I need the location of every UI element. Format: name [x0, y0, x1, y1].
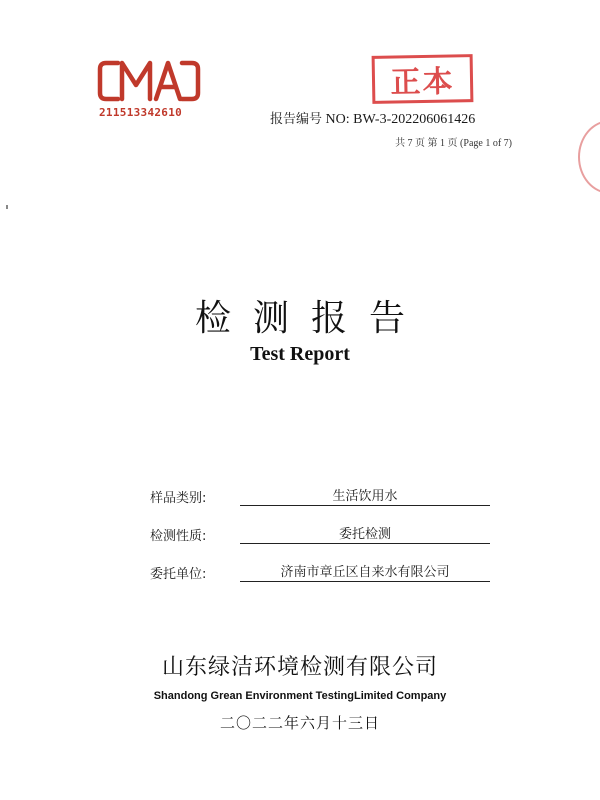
- report-date: 二〇二二年六月十三日: [219, 714, 380, 732]
- cma-certification-number: 211513342610: [99, 106, 183, 119]
- page-title: 检测报告: [194, 298, 427, 339]
- field-test-nature: [150, 522, 490, 544]
- field-label: 委托单位:: [150, 567, 207, 582]
- report-number-value: NO: BW-3-202206061426: [325, 112, 476, 127]
- field-label: 样品类别:: [150, 491, 207, 506]
- field-label: 检测性质:: [150, 529, 207, 544]
- company-name-english: Shandong Grean Environment TestingLimited Company: [153, 690, 447, 702]
- scan-margin-mark: [6, 205, 8, 209]
- original-copy-stamp: 正本: [372, 54, 474, 104]
- sample-info-fields: [150, 484, 490, 598]
- field-sample-category: [150, 484, 490, 506]
- report-number: [270, 108, 475, 128]
- report-number-label: 报告编号: [270, 112, 323, 127]
- company-seal-partial: [578, 120, 600, 194]
- company-name-chinese: 山东绿洁环境检测有限公司: [161, 655, 438, 680]
- page-subtitle-english: Test Report: [250, 343, 350, 365]
- field-value: 委托检测: [240, 523, 490, 544]
- field-value: 生活饮用水: [240, 485, 490, 506]
- field-client: [150, 560, 490, 582]
- field-value: 济南市章丘区自来水有限公司: [240, 561, 490, 582]
- page-count: 共 7 页 第 1 页 (Page 1 of 7): [395, 138, 512, 149]
